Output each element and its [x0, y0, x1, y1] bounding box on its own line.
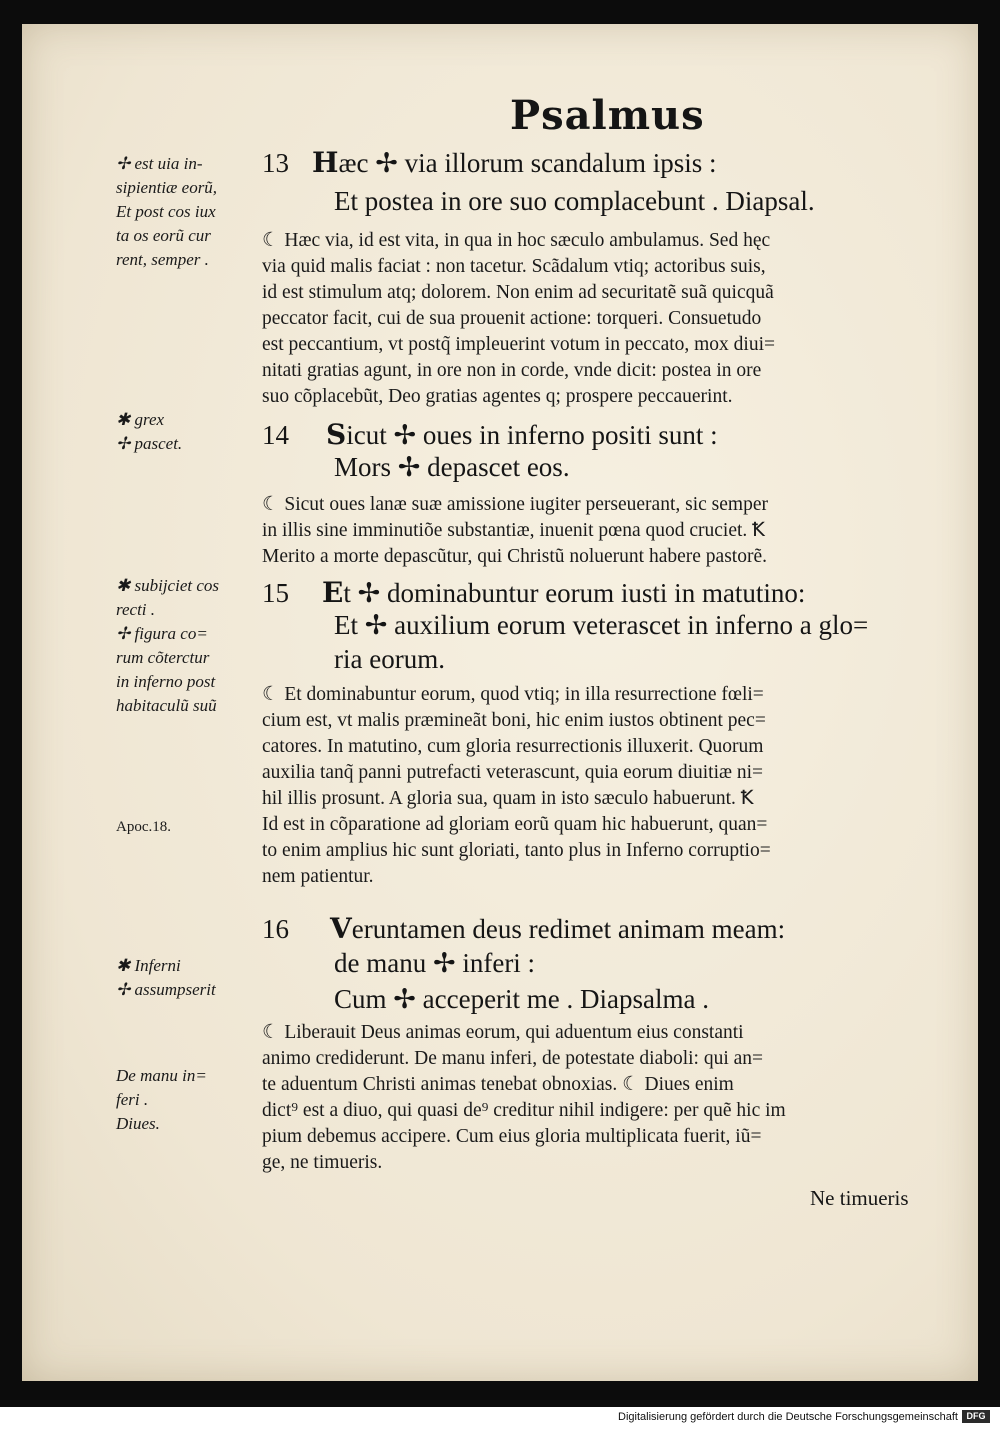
commentary-16: [262, 1020, 948, 1176]
footer-credit: Digitalisierung gefördert durch die Deutsche Forschungsgemeinschaft: [618, 1411, 958, 1423]
commentary-line: ☾ Et dominabuntur eorum, quod vtiq; in illa resurrectione fœli=: [262, 684, 764, 705]
commentary-line: to enim amplius hic sunt gloriati, tanto plus in Inferno corruptio=: [262, 840, 771, 861]
verse-15-line-2: Et ✢ auxilium eorum veterascet in inferno a glo=: [334, 610, 869, 640]
catchword: Ne timueris: [810, 1186, 909, 1210]
commentary-line: catores. In matutino, cum gloria resurrectionis illuxerit. Quorum: [262, 736, 764, 757]
commentary-line: nem patientur.: [262, 866, 374, 887]
verse-text: icut ✢ oues in inferno positi sunt :: [346, 420, 718, 450]
commentary-line: animo crediderunt. De manu inferi, de potestate diaboli: qui an=: [262, 1048, 764, 1069]
margin-note-de-manu: De manu in= feri . Diues.: [116, 1066, 207, 1133]
commentary-line: ge, ne timueris.: [262, 1152, 383, 1173]
verse-14-line-2: Mors ✢ depascet eos.: [334, 452, 570, 482]
verse-number-15: 15: [262, 578, 289, 608]
commentary-line: dict⁹ est a diuo, qui quasi de⁹ creditur nihil indigere: per quẽ hic im: [262, 1100, 786, 1121]
verse-13-line-1: [312, 146, 717, 179]
commentary-line: te aduentum Christi animas tenebat obnoxias. ☾ Diues enim: [262, 1074, 734, 1095]
verse-number-16: 16: [262, 914, 289, 944]
commentary-line: auxilia tanq̃ panni putrefacti veterascunt, quia eorum diuitiæ ni=: [262, 762, 764, 783]
verse-15-line-1: [322, 576, 805, 609]
verse-14-line-1: [326, 418, 718, 451]
commentary-line: via quid malis faciat : non tacetur. Scãdalum vtiq; actoribus suis,: [262, 256, 766, 277]
commentary-line: est peccantium, vt postq̃ impleuerint votum in peccato, mox diui=: [262, 334, 776, 355]
commentary-line: ☾ Sicut oues lanæ suæ amissione iugiter perseuerant, sic semper: [262, 494, 768, 515]
verse-15-line-3: ria eorum.: [334, 644, 445, 674]
verse-text: æc ✢ via illorum scandalum ipsis :: [338, 148, 717, 178]
verse-number-13: 13: [262, 148, 289, 178]
initial-letter: H: [312, 146, 339, 179]
commentary-line: hil illis prosunt. A gloria sua, quam in isto sæculo habuerunt. Ꝁ: [262, 788, 754, 809]
verse-13-line-2: Et postea in ore suo complacebunt . Diapsal.: [334, 186, 815, 216]
margin-note-v14: ✱ grex ✢ pascet.: [116, 410, 183, 453]
initial-letter: E: [322, 576, 344, 609]
commentary-15: [262, 682, 948, 890]
commentary-line: Id est in cõparatione ad gloriam eorũ quam hic habuerunt, quan=: [262, 814, 768, 835]
margin-note-v16: ✱ Inferni ✢ assumpserit: [116, 956, 216, 999]
initial-letter: V: [330, 912, 352, 945]
commentary-13: [262, 228, 948, 410]
dfg-logo: DFG: [962, 1410, 990, 1423]
verse-text: t ✢ dominabuntur eorum iusti in matutino:: [343, 578, 806, 608]
margin-note-v15: ✱ subijciet cos recti . ✢ figura co= rum cõterctur in inferno post habitaculũ suũ: [116, 576, 220, 715]
commentary-line: suo cõplacebũt, Deo gratias agentes q; prospere peccauerint.: [262, 386, 733, 407]
margin-note-apoc: Apoc.18.: [116, 819, 171, 835]
verse-16-line-1: [330, 912, 785, 945]
commentary-line: Merito a morte depascũtur, qui Christũ noluerunt habere pastorẽ.: [262, 546, 767, 567]
verse-number-14: 14: [262, 420, 289, 450]
commentary-line: ☾ Liberauit Deus animas eorum, qui aduentum eius constanti: [262, 1022, 744, 1043]
page-header: Psalmus: [510, 92, 705, 139]
verse-16-line-3: Cum ✢ acceperit me . Diapsalma .: [334, 984, 709, 1014]
commentary-line: cium est, vt malis præmineãt boni, hic enim iustos obtinent pec=: [262, 710, 766, 731]
commentary-line: pium debemus accipere. Cum eius gloria multiplicata fuerit, iũ=: [262, 1126, 762, 1147]
commentary-line: ☾ Hæc via, id est vita, in qua in hoc sæculo ambulamus. Sed hęc: [262, 230, 771, 251]
initial-letter: S: [326, 418, 347, 451]
commentary-line: nitati gratias agunt, in ore non in corde, vnde dicit: postea in ore: [262, 360, 762, 381]
commentary-line: peccator facit, cui de sua prouenit actione: torqueri. Consuetudo: [262, 308, 762, 329]
verse-text: eruntamen deus redimet animam meam:: [351, 914, 786, 944]
commentary-14: [262, 492, 948, 570]
commentary-line: in illis sine imminutiõe substantiæ, inuenit pœna quod cruciet. Ꝁ: [262, 520, 765, 541]
verse-16-line-2: de manu ✢ inferi :: [334, 948, 536, 978]
commentary-line: id est stimulum atq; dolorem. Non enim ad securitatẽ suã quicquã: [262, 282, 774, 303]
margin-note-v13: ✢ est uia in- sipientiæ eorũ, Et post cos iux ta os eorũ cur rent, semper .: [116, 154, 218, 269]
